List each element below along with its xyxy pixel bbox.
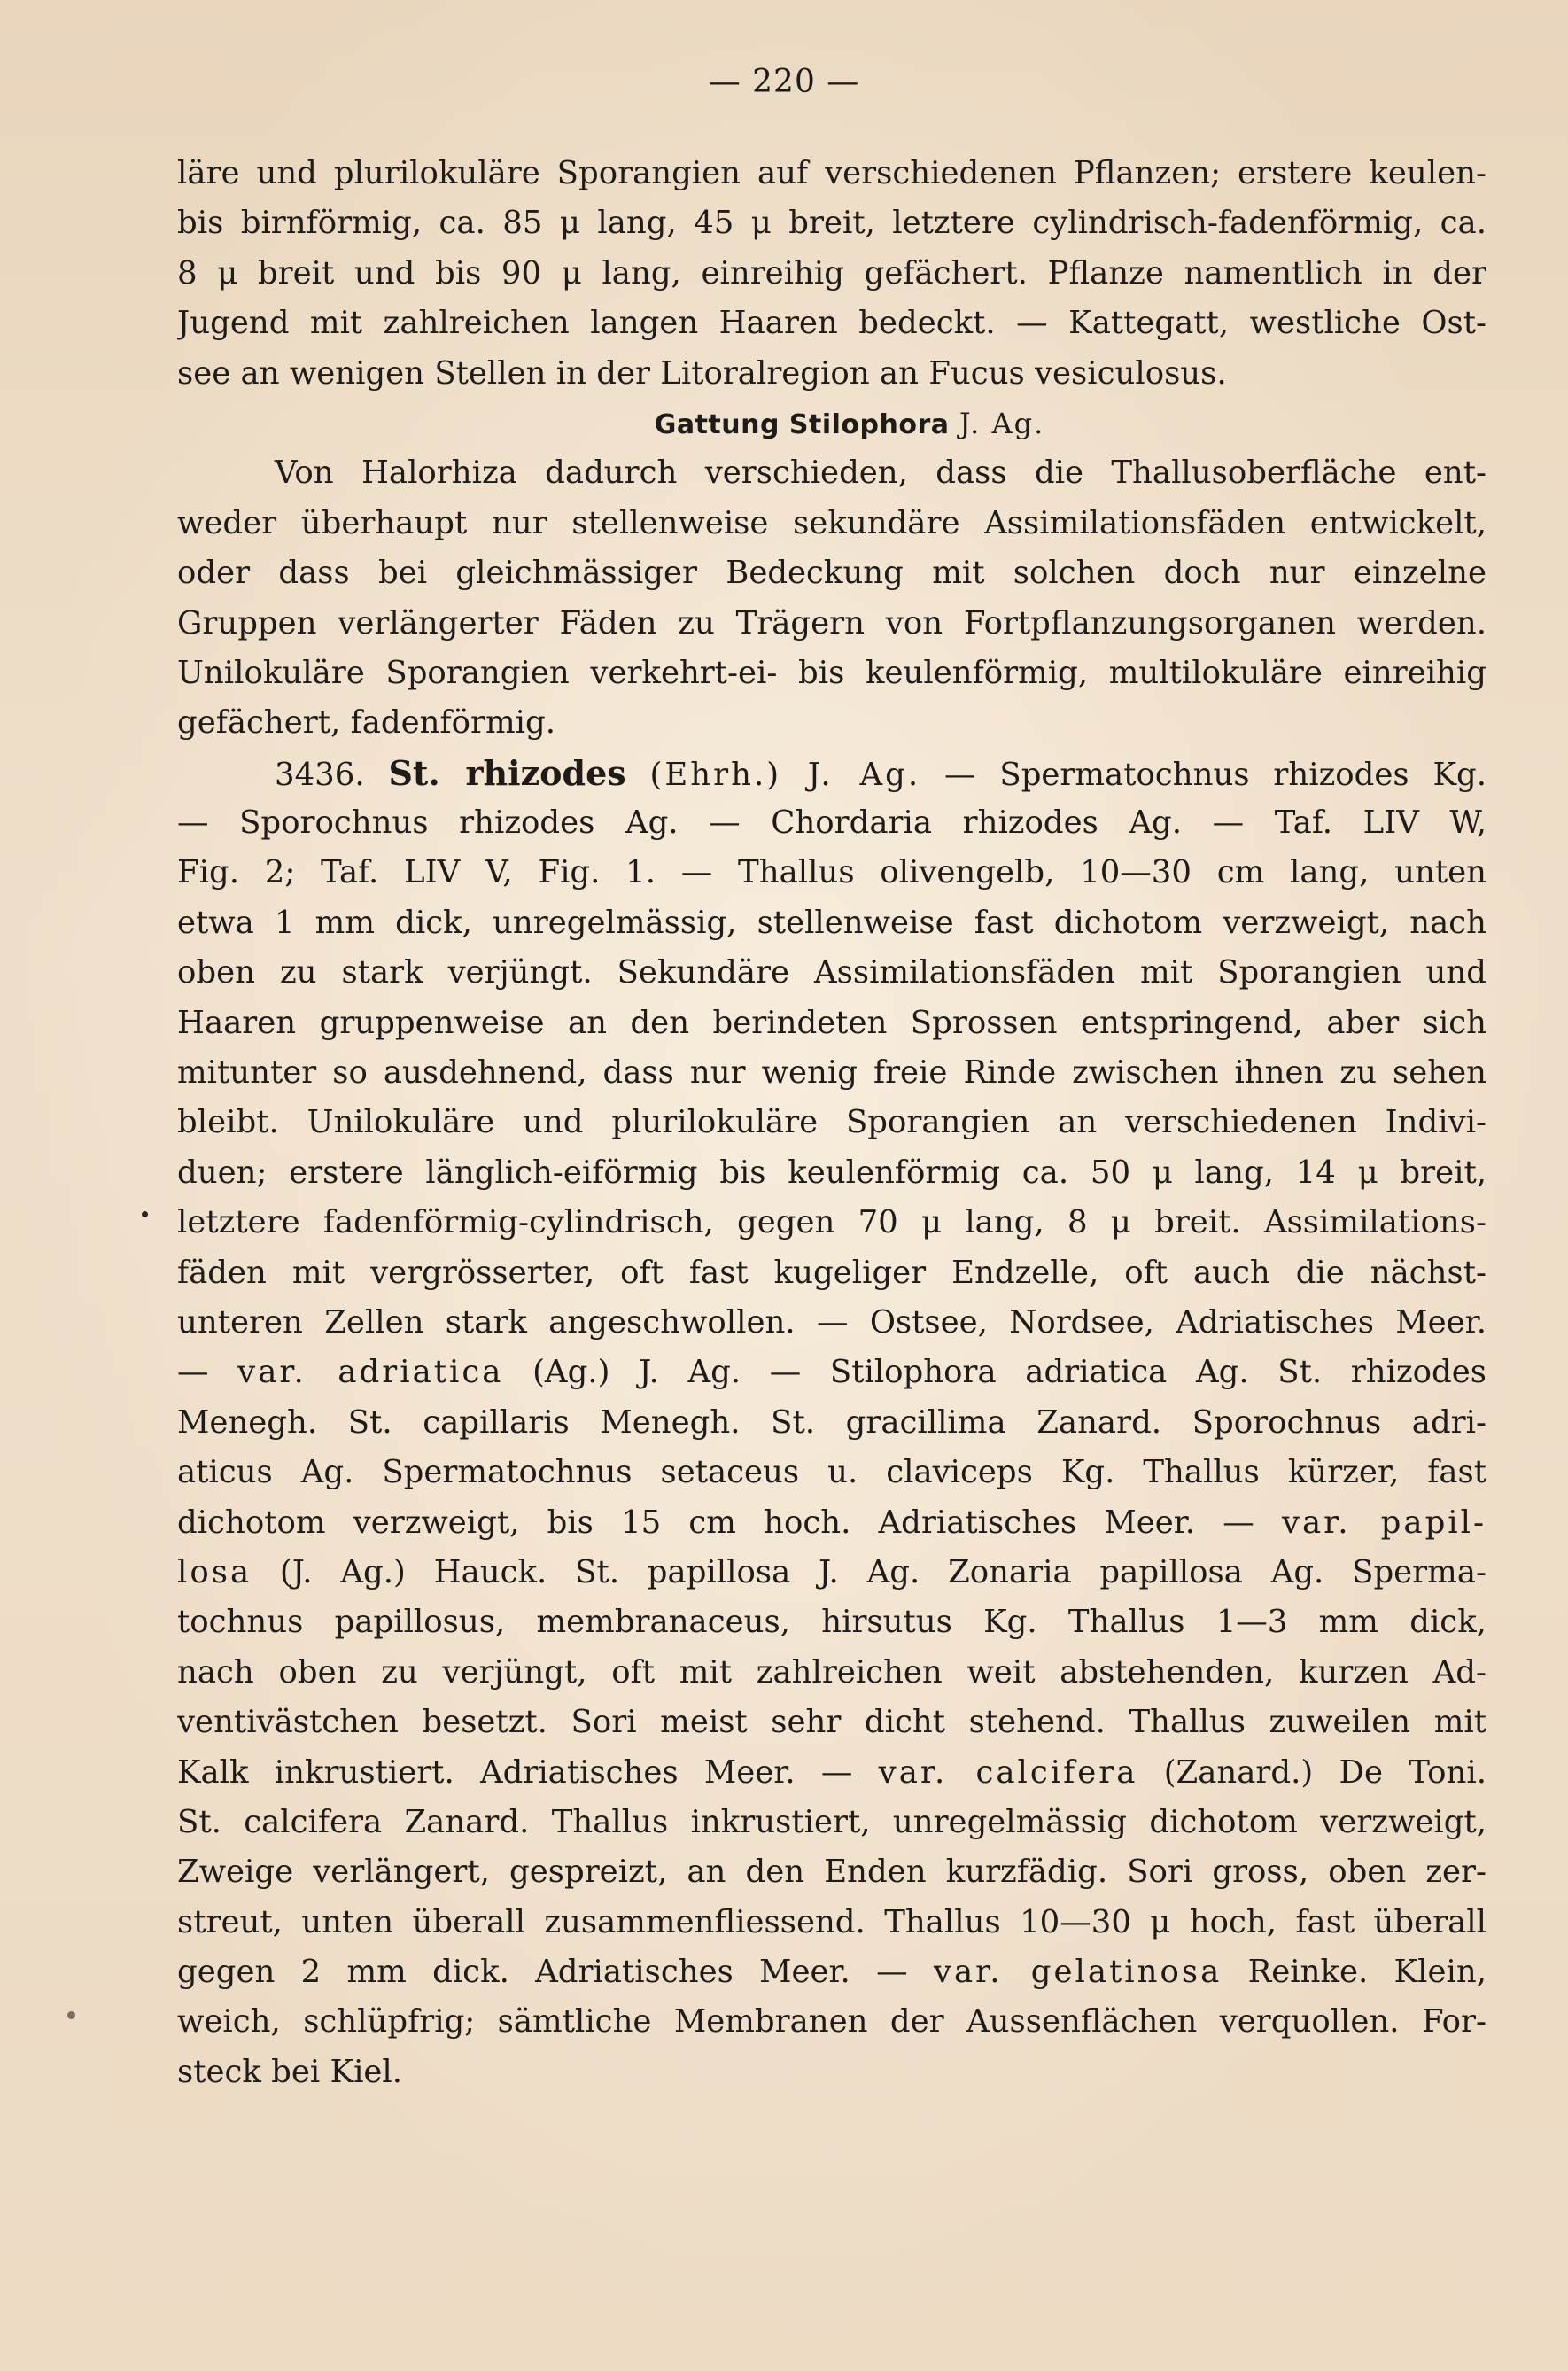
text-line: nach oben zu verjüngt, oft mit zahlreichen weit abstehenden, kurzen Ad-: [177, 1653, 1486, 1691]
text-line: Fig. 2; Taf. LIV V, Fig. 1. — Thallus olivengelb, 10—30 cm lang, unten: [177, 854, 1486, 891]
text-line: steck bei Kiel.: [177, 2053, 403, 2090]
text-line: Menegh. St. capillaris Menegh. St. gracillima Zanard. Sporochnus adri-: [177, 1403, 1486, 1441]
text-body: [177, 149, 1486, 2097]
text-line: etwa 1 mm dick, unregelmässig, stellenweise fast dichotom verzweigt, nach: [177, 904, 1486, 941]
variety-line: [177, 1748, 1486, 1798]
variety-text: Kalk inkrustiert. Adriatisches Meer. —: [177, 1753, 879, 1791]
text-line: läre und plurilokuläre Sporangien auf verschiedenen Pflanzen; erstere keulen-: [177, 155, 1486, 191]
text-line: streut, unten überall zusammenfliessend. Thallus 10—30 μ hoch, fast überall: [177, 1903, 1486, 1940]
page-number: — 220 —: [708, 64, 860, 100]
text-line: Gruppen verlängerter Fäden zu Trägern von Fortpflanzungsorganen werden.: [177, 604, 1486, 641]
species-synonym: — Spermatochnus rhizodes Kg.: [944, 756, 1486, 793]
text-line: Haaren gruppenweise an den berindeten Sprossen entspringend, aber sich: [177, 1004, 1486, 1041]
text-line: see an wenigen Stellen in der Litoralregion an Fucus vesiculosus.: [177, 354, 1227, 392]
text-line: tochnus papillosus, membranaceus, hirsutus Kg. Thallus 1—3 mm dick,: [177, 1604, 1486, 1641]
variety-name: var. gelatinosa: [933, 1954, 1223, 1991]
text-line: duen; erstere länglich-eiförmig bis keulenförmig ca. 50 μ lang, 14 μ breit,: [177, 1154, 1486, 1191]
genus-author: J. Ag.: [959, 406, 1045, 440]
text-line: fäden mit vergrösserter, oft fast kugeliger Endzelle, oft auch die nächst-: [177, 1254, 1486, 1291]
ink-speck: [142, 1211, 148, 1217]
variety-name: var. papil-: [1281, 1504, 1486, 1541]
text-line: unteren Zellen stark angeschwollen. — Ostsee, Nordsee, Adriatisches Meer.: [177, 1303, 1486, 1341]
text-line: gefächert, fadenförmig.: [177, 704, 556, 742]
text-line: St. calcifera Zanard. Thallus inkrustiert, unregelmässig dichotom verzweigt,: [177, 1803, 1486, 1840]
text-line: weich, schlüpfrig; sämtliche Membranen der Aussenflächen verquollen. For-: [177, 2003, 1486, 2041]
text-line: weder überhaupt nur stellenweise sekundäre Assimilationsfäden entwickelt,: [177, 504, 1486, 541]
species-authority: (Ehrh.) J. Ag.: [649, 756, 921, 793]
variety-text: (Zanard.) De Toni.: [1163, 1753, 1486, 1791]
text-line: Zweige verlängert, gespreizt, an den Enden kurzfädig. Sori gross, oben zer-: [177, 1854, 1486, 1891]
variety-name: losa: [177, 1553, 252, 1590]
ink-speck: [67, 2011, 75, 2019]
species-number: 3436.: [275, 756, 365, 793]
variety-text: Reinke. Klein,: [1247, 1954, 1486, 1991]
text-line: mitunter so ausdehnend, dass nur wenig freie Rinde zwischen ihnen zu sehen: [177, 1054, 1486, 1092]
text-line: oder dass bei gleichmässiger Bedeckung mit solchen doch nur einzelne: [177, 555, 1486, 592]
text-line: bis birnförmig, ca. 85 μ lang, 45 μ breit, letztere cylindrisch-fadenförmig, ca.: [177, 205, 1486, 242]
variety-text: (Ag.) J. Ag. — Stilophora adriatica Ag. St. rhizodes: [532, 1354, 1486, 1391]
text-line: oben zu stark verjüngt. Sekundäre Assimilationsfäden mit Sporangien und: [177, 954, 1486, 991]
species-name: St. rhizodes: [388, 752, 626, 793]
variety-line: [177, 1348, 1486, 1397]
text-line: Von Halorhiza dadurch verschieden, dass die Thallusoberfläche ent-: [275, 455, 1486, 492]
variety-name: var. calcifera: [878, 1753, 1138, 1791]
variety-name: var. adriatica: [237, 1354, 504, 1391]
species-entry-line: [177, 749, 1486, 798]
variety-line: [177, 1947, 1486, 1997]
genus-heading: [213, 399, 1486, 448]
text-line: bleibt. Unilokuläre und plurilokuläre Sporangien an verschiedenen Indivi-: [177, 1104, 1486, 1141]
variety-line: [177, 1498, 1486, 1548]
variety-text: (J. Ag.) Hauck. St. papillosa J. Ag. Zonaria papillosa Ag. Sperma-: [279, 1553, 1486, 1590]
text-line: — Sporochnus rhizodes Ag. — Chordaria rhizodes Ag. — Taf. LIV W,: [177, 805, 1486, 842]
text-line: letztere fadenförmig-cylindrisch, gegen 70 μ lang, 8 μ breit. Assimilations-: [177, 1204, 1486, 1241]
text-line: Jugend mit zahlreichen langen Haaren bedeckt. — Kattegatt, westliche Ost-: [177, 305, 1486, 342]
genus-name: Gattung Stilophora: [654, 408, 950, 440]
text-line: ventivästchen besetzt. Sori meist sehr dicht stehend. Thallus zuweilen mit: [177, 1704, 1486, 1741]
text-line: Unilokuläre Sporangien verkehrt-ei- bis keulenförmig, multilokuläre einreihig: [177, 654, 1486, 691]
variety-line: [177, 1548, 1486, 1598]
dash: —: [177, 1354, 209, 1391]
variety-text: dichotom verzweigt, bis 15 cm hoch. Adriatisches Meer. —: [177, 1504, 1282, 1541]
variety-text: gegen 2 mm dick. Adriatisches Meer. —: [177, 1954, 934, 1991]
text-line: aticus Ag. Spermatochnus setaceus u. claviceps Kg. Thallus kürzer, fast: [177, 1454, 1486, 1491]
text-line: 8 μ breit und bis 90 μ lang, einreihig gefächert. Pflanze namentlich in der: [177, 254, 1486, 292]
